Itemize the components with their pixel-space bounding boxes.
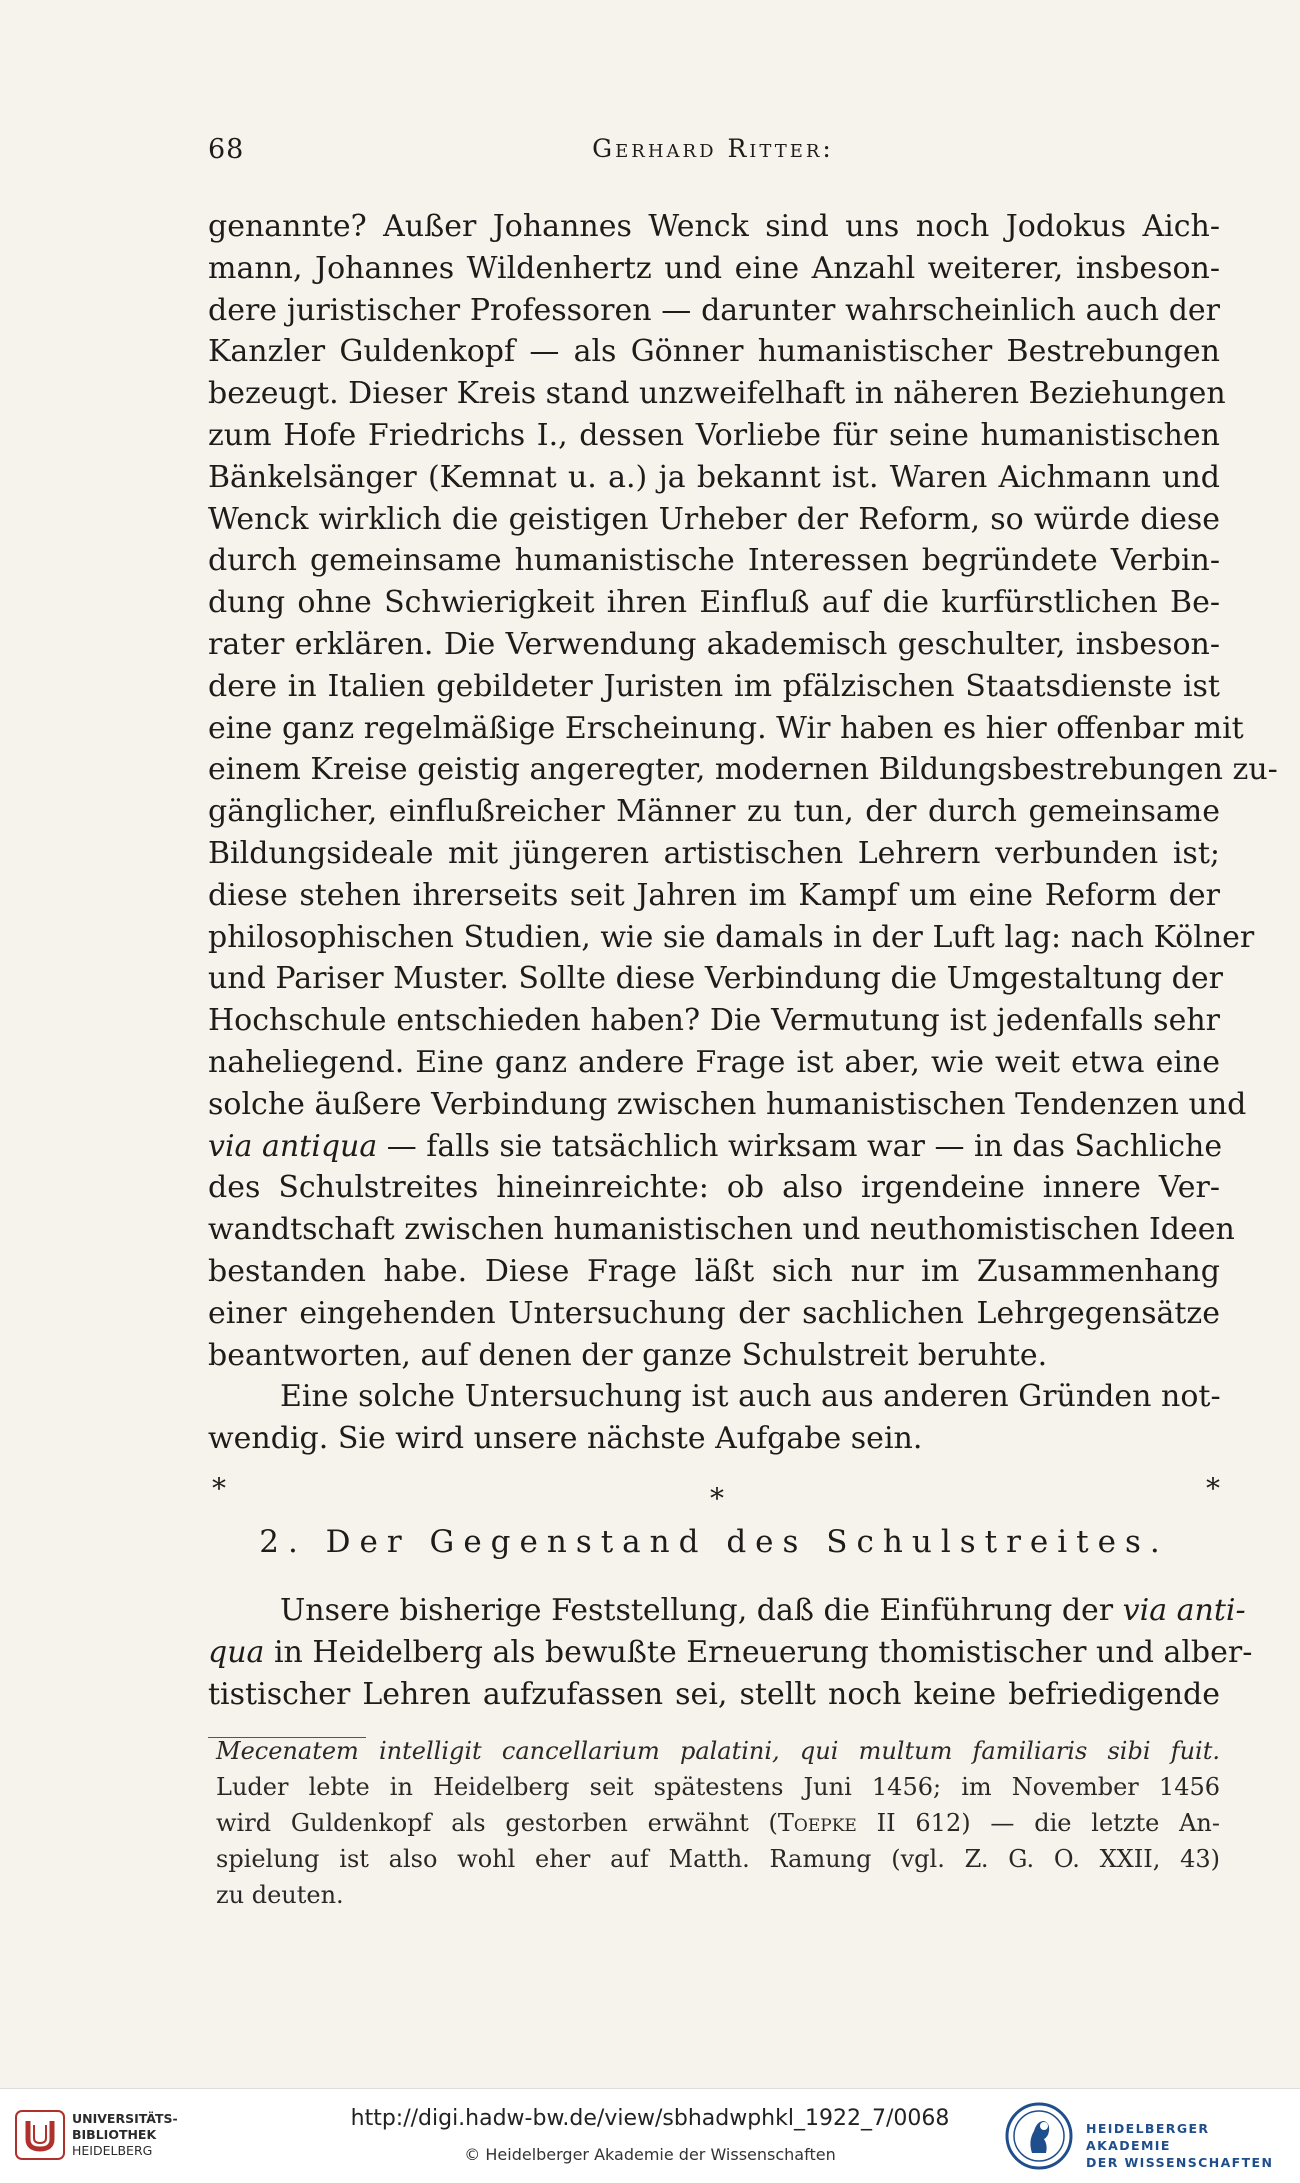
- academy-seal-icon: [1004, 2101, 1074, 2171]
- text-line: zum Hofe Friedrichs I., dessen Vorliebe für seine humanistischen: [208, 417, 1220, 453]
- running-head: Gerhard Ritter:: [592, 134, 834, 163]
- text-line: rater erklären. Die Verwendung akademisch geschulter, insbeson-: [208, 626, 1220, 662]
- text-run: in Heidelberg als bewußte Erneuerung thomistischer und alber-: [264, 1634, 1253, 1670]
- text-line: solche äußere Verbindung zwischen humanistischen Tendenzen und: [208, 1086, 1247, 1122]
- text-line: bestanden habe. Diese Frage läßt sich nur im Zusammenhang: [208, 1253, 1220, 1289]
- author-name: Toepke: [777, 1809, 857, 1837]
- text-line: genannte? Außer Johannes Wenck sind uns noch Jodokus Aich-: [208, 209, 1220, 244]
- footnote-line: zu deuten.: [216, 1881, 344, 1909]
- text-line: Eine solche Untersuchung ist auch aus anderen Gründen not-: [280, 1379, 1221, 1415]
- asterisk: *: [710, 1481, 724, 1515]
- text-line: Kanzler Guldenkopf — als Gönner humanistischer Bestrebungen: [208, 334, 1220, 370]
- text-line: philosophischen Studien, wie sie damals in der Luft lag: nach Kölner: [208, 919, 1255, 955]
- text-line: beantworten, auf denen der ganze Schulstreit beruhte.: [208, 1337, 1048, 1373]
- text-line: [208, 1590, 1246, 1632]
- text-run: Unsere bisherige Feststellung, daß die Einführung der: [280, 1592, 1123, 1628]
- text-line: dere juristischer Professoren — darunter wahrscheinlich auch der: [208, 292, 1220, 328]
- hadw-logo-text: [1086, 2120, 1294, 2171]
- section-separator: [208, 1460, 1220, 1516]
- permalink-url[interactable]: http://digi.hadw-bw.de/view/sbhadwphkl_1922_7/0068: [350, 2106, 950, 2131]
- viewer-footer: [0, 2088, 1300, 2183]
- footnote-line: Luder lebte in Heidelberg seit spätestens Juni 1456; im November 1456: [216, 1773, 1220, 1801]
- text-line: Wenck wirklich die geistigen Urheber der Reform, so würde diese: [208, 501, 1220, 537]
- text-run: wird Guldenkopf als gestorben erwähnt (: [216, 1809, 778, 1837]
- ub-line: UNIVERSITÄTS-: [72, 2111, 178, 2126]
- ub-line: BIBLIOTHEK: [72, 2127, 157, 2142]
- text-line: gänglicher, einflußreicher Männer zu tun, der durch gemeinsame: [208, 794, 1220, 830]
- hadw-line: HEIDELBERGER AKADEMIE: [1086, 2121, 1210, 2153]
- text-line: Bildungsideale mit jüngeren artistischen Lehrern verbunden ist;: [208, 835, 1220, 871]
- footnote-line: [216, 1733, 1220, 1769]
- text-line: mann, Johannes Wildenhertz und eine Anzahl weiterer, insbeson-: [208, 250, 1220, 286]
- footnotes: [216, 1733, 1220, 1913]
- text-line: durch gemeinsame humanistische Interessen begründete Verbin-: [208, 543, 1220, 579]
- text-line: eine ganz regelmäßige Erscheinung. Wir haben es hier offenbar mit: [208, 710, 1244, 746]
- page-header: [208, 134, 1218, 174]
- footnote-line: spielung ist also wohl eher auf Matth. Ramung (vgl. Z. G. O. XXII, 43): [216, 1845, 1220, 1873]
- text-line: naheliegend. Eine ganz andere Frage ist aber, wie weit etwa eine: [208, 1044, 1220, 1080]
- text-line: und Pariser Muster. Sollte diese Verbindung die Umgestaltung der: [208, 961, 1223, 997]
- asterisk: *: [1206, 1471, 1220, 1505]
- copyright-notice: © Heidelberger Akademie der Wissenschaften: [464, 2145, 836, 2164]
- ub-line: HEIDELBERG: [72, 2143, 153, 2158]
- text-line: wendig. Sie wird unsere nächste Aufgabe sein.: [208, 1421, 923, 1457]
- text-line: diese stehen ihrerseits seit Jahren im Kampf um eine Reform der: [208, 877, 1220, 913]
- text-line: [208, 1126, 1223, 1168]
- text-line: [208, 1632, 1253, 1674]
- text-line: bezeugt. Dieser Kreis stand unzweifelhaft in näheren Beziehungen: [208, 376, 1226, 412]
- text-run: II 612) — die letzte An-: [856, 1809, 1220, 1837]
- section-heading: 2. Der Gegenstand des Schulstreites.: [259, 1523, 1169, 1560]
- asterisk: *: [212, 1471, 226, 1505]
- text-run: — falls sie tatsächlich wirksam war — in das Sachliche: [377, 1128, 1223, 1164]
- footnote-line: [216, 1805, 1220, 1841]
- footnote-quote: Mecenatem intelligit cancellarium palatini, qui multum familiaris sibi fuit.: [216, 1737, 1220, 1765]
- text-line: tistischer Lehren aufzufassen sei, stellt noch keine befriedigende: [208, 1676, 1220, 1712]
- text-line: des Schulstreites hineinreichte: ob also irgendeine innere Ver-: [208, 1170, 1220, 1206]
- text-line: einem Kreise geistig angeregter, modernen Bildungsbestrebungen zu-: [208, 752, 1278, 788]
- text-line: einer eingehenden Untersuchung der sachlichen Lehrgegensätze: [208, 1295, 1220, 1331]
- text-line: Bänkelsänger (Kemnat u. a.) ja bekannt ist. Waren Aichmann und: [208, 459, 1220, 495]
- text-line: dere in Italien gebildeter Juristen im pfälzischen Staatsdienste ist: [208, 668, 1220, 704]
- hadw-line: DER WISSENSCHAFTEN: [1086, 2155, 1274, 2170]
- text-line: Hochschule entschieden haben? Die Vermutung ist jedenfalls sehr: [208, 1003, 1220, 1039]
- text-line: wandtschaft zwischen humanistischen und neuthomistischen Ideen: [208, 1212, 1235, 1248]
- body-text: [208, 206, 1278, 1715]
- italic-term: via anti-: [1122, 1592, 1246, 1628]
- hadw-logo[interactable]: [1004, 2101, 1294, 2173]
- page-number: 68: [208, 134, 245, 165]
- italic-term: via antiqua: [208, 1128, 378, 1164]
- text-line: dung ohne Schwierigkeit ihren Einfluß auf die kurfürstlichen Be-: [208, 585, 1220, 621]
- italic-term: qua: [208, 1634, 265, 1670]
